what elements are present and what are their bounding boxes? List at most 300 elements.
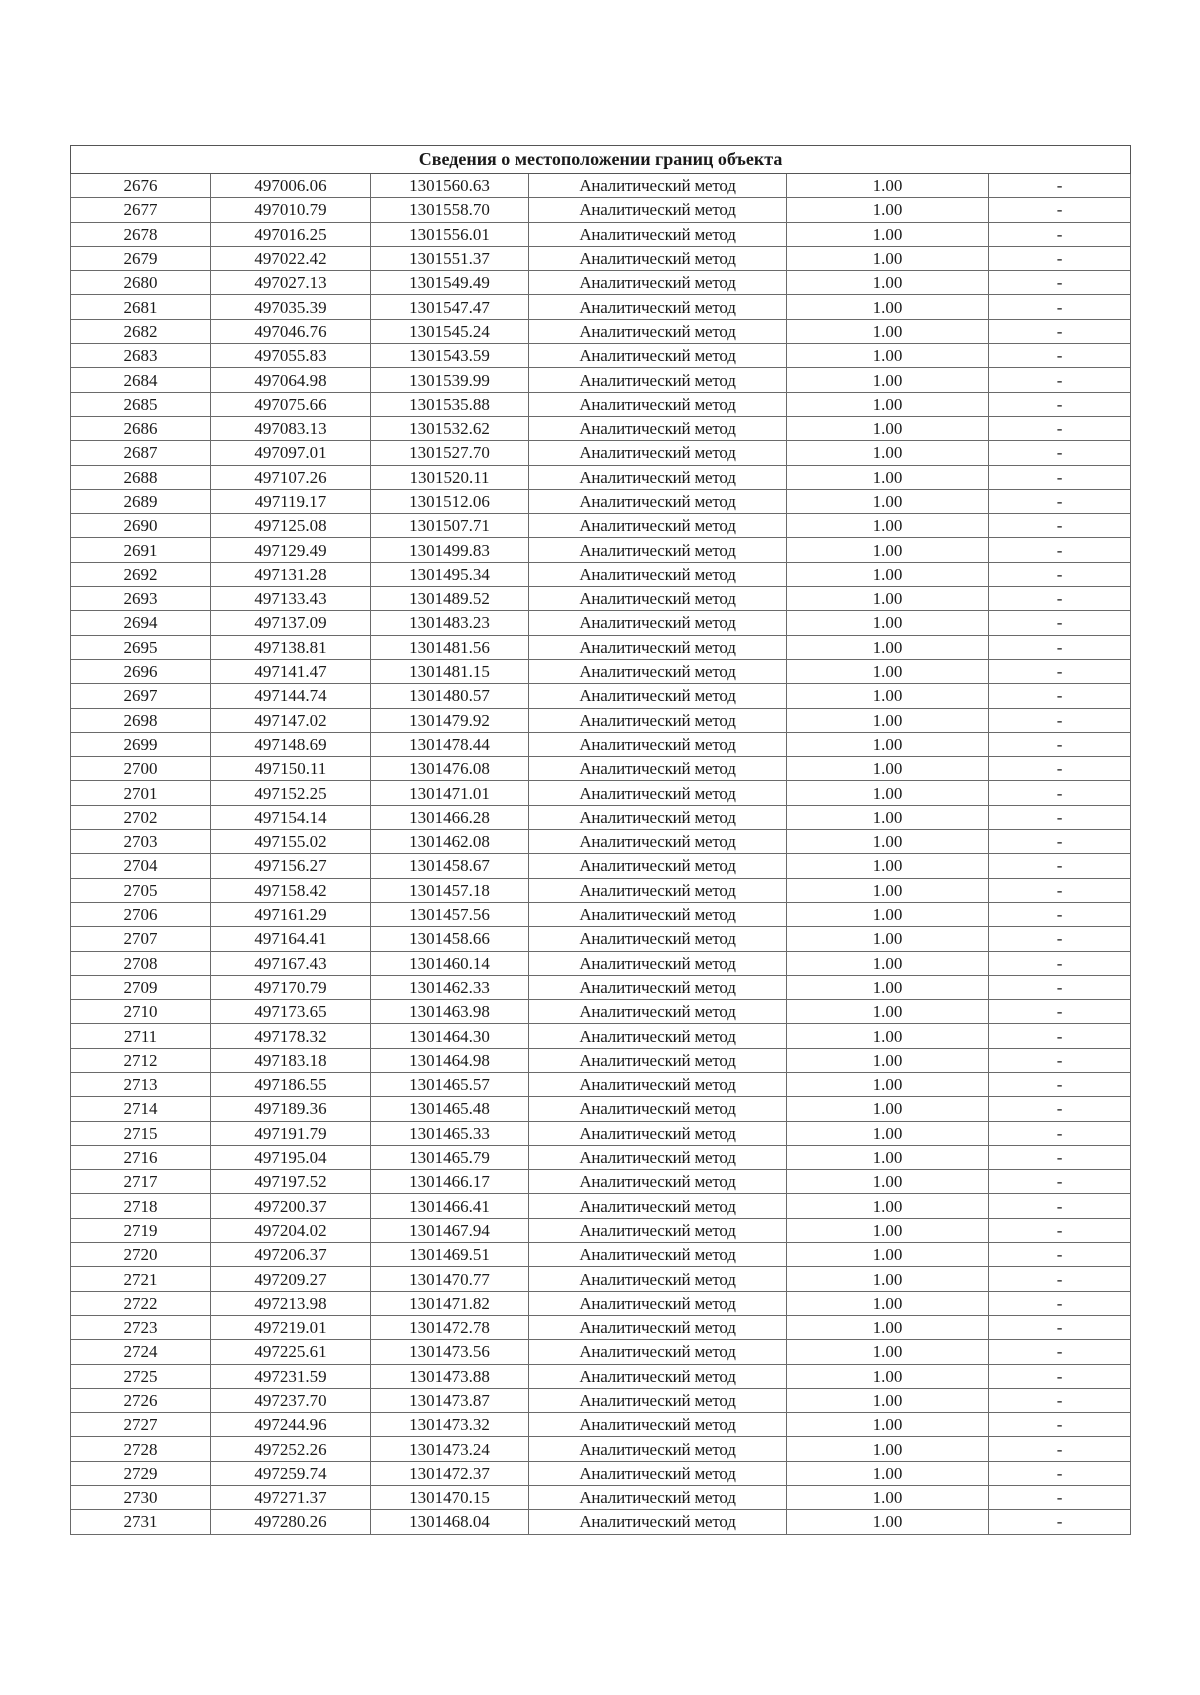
coordinate-y-cell: 1301472.37: [371, 1461, 529, 1485]
coordinate-x-cell: 497064.98: [211, 368, 371, 392]
method-cell: Аналитический метод: [529, 1121, 787, 1145]
point-number-cell: 2689: [71, 489, 211, 513]
description-cell: -: [989, 1413, 1131, 1437]
coordinate-y-cell: 1301473.88: [371, 1364, 529, 1388]
method-cell: Аналитический метод: [529, 1072, 787, 1096]
accuracy-cell: 1.00: [787, 1170, 989, 1194]
point-number-cell: 2701: [71, 781, 211, 805]
coordinate-y-cell: 1301463.98: [371, 1000, 529, 1024]
coordinate-x-cell: 497209.27: [211, 1267, 371, 1291]
accuracy-cell: 1.00: [787, 1388, 989, 1412]
accuracy-cell: 1.00: [787, 514, 989, 538]
point-number-cell: 2688: [71, 465, 211, 489]
boundary-coordinates-table: [70, 145, 1131, 1535]
description-cell: -: [989, 1194, 1131, 1218]
coordinate-y-cell: 1301480.57: [371, 684, 529, 708]
table-row: [71, 368, 1131, 392]
table-row: [71, 635, 1131, 659]
coordinate-y-cell: 1301470.15: [371, 1486, 529, 1510]
method-cell: Аналитический метод: [529, 757, 787, 781]
coordinate-x-cell: 497119.17: [211, 489, 371, 513]
accuracy-cell: 1.00: [787, 368, 989, 392]
table-row: [71, 1243, 1131, 1267]
coordinate-y-cell: 1301507.71: [371, 514, 529, 538]
table-row: [71, 878, 1131, 902]
method-cell: Аналитический метод: [529, 1218, 787, 1242]
method-cell: Аналитический метод: [529, 514, 787, 538]
point-number-cell: 2691: [71, 538, 211, 562]
description-cell: -: [989, 1267, 1131, 1291]
point-number-cell: 2707: [71, 927, 211, 951]
point-number-cell: 2724: [71, 1340, 211, 1364]
coordinate-y-cell: 1301473.32: [371, 1413, 529, 1437]
coordinate-x-cell: 497006.06: [211, 174, 371, 198]
description-cell: -: [989, 246, 1131, 270]
description-cell: -: [989, 562, 1131, 586]
accuracy-cell: 1.00: [787, 246, 989, 270]
point-number-cell: 2682: [71, 319, 211, 343]
table-row: [71, 1267, 1131, 1291]
point-number-cell: 2679: [71, 246, 211, 270]
table-row: [71, 732, 1131, 756]
accuracy-cell: 1.00: [787, 392, 989, 416]
coordinate-x-cell: 497173.65: [211, 1000, 371, 1024]
point-number-cell: 2699: [71, 732, 211, 756]
coordinate-y-cell: 1301547.47: [371, 295, 529, 319]
method-cell: Аналитический метод: [529, 198, 787, 222]
table-row: [71, 1048, 1131, 1072]
coordinate-x-cell: 497129.49: [211, 538, 371, 562]
description-cell: -: [989, 538, 1131, 562]
coordinate-y-cell: 1301560.63: [371, 174, 529, 198]
method-cell: Аналитический метод: [529, 1315, 787, 1339]
coordinate-y-cell: 1301466.41: [371, 1194, 529, 1218]
table-row: [71, 246, 1131, 270]
coordinate-y-cell: 1301458.67: [371, 854, 529, 878]
description-cell: -: [989, 611, 1131, 635]
description-cell: -: [989, 805, 1131, 829]
table-row: [71, 587, 1131, 611]
description-cell: -: [989, 975, 1131, 999]
coordinate-x-cell: 497022.42: [211, 246, 371, 270]
coordinate-x-cell: 497152.25: [211, 781, 371, 805]
coordinate-y-cell: 1301471.01: [371, 781, 529, 805]
point-number-cell: 2711: [71, 1024, 211, 1048]
table-row: [71, 344, 1131, 368]
point-number-cell: 2726: [71, 1388, 211, 1412]
point-number-cell: 2731: [71, 1510, 211, 1534]
description-cell: -: [989, 441, 1131, 465]
method-cell: Аналитический метод: [529, 902, 787, 926]
table-row: [71, 1000, 1131, 1024]
description-cell: -: [989, 732, 1131, 756]
table-row: [71, 1218, 1131, 1242]
coordinate-y-cell: 1301465.48: [371, 1097, 529, 1121]
description-cell: -: [989, 757, 1131, 781]
coordinate-x-cell: 497055.83: [211, 344, 371, 368]
accuracy-cell: 1.00: [787, 878, 989, 902]
description-cell: -: [989, 1461, 1131, 1485]
description-cell: -: [989, 854, 1131, 878]
coordinate-x-cell: 497147.02: [211, 708, 371, 732]
table-row: [71, 1486, 1131, 1510]
coordinate-y-cell: 1301464.98: [371, 1048, 529, 1072]
point-number-cell: 2708: [71, 951, 211, 975]
method-cell: Аналитический метод: [529, 659, 787, 683]
table-row: [71, 927, 1131, 951]
method-cell: Аналитический метод: [529, 465, 787, 489]
accuracy-cell: 1.00: [787, 659, 989, 683]
point-number-cell: 2687: [71, 441, 211, 465]
coordinate-y-cell: 1301543.59: [371, 344, 529, 368]
coordinate-y-cell: 1301458.66: [371, 927, 529, 951]
coordinate-y-cell: 1301464.30: [371, 1024, 529, 1048]
point-number-cell: 2704: [71, 854, 211, 878]
table-row: [71, 659, 1131, 683]
coordinate-x-cell: 497156.27: [211, 854, 371, 878]
accuracy-cell: 1.00: [787, 465, 989, 489]
accuracy-cell: 1.00: [787, 1486, 989, 1510]
table-row: [71, 781, 1131, 805]
coordinate-x-cell: 497271.37: [211, 1486, 371, 1510]
table-row: [71, 416, 1131, 440]
accuracy-cell: 1.00: [787, 1364, 989, 1388]
point-number-cell: 2727: [71, 1413, 211, 1437]
point-number-cell: 2692: [71, 562, 211, 586]
accuracy-cell: 1.00: [787, 805, 989, 829]
table-row: [71, 854, 1131, 878]
table-row: [71, 975, 1131, 999]
table-row: [71, 611, 1131, 635]
point-number-cell: 2723: [71, 1315, 211, 1339]
coordinate-x-cell: 497189.36: [211, 1097, 371, 1121]
coordinate-x-cell: 497219.01: [211, 1315, 371, 1339]
coordinate-y-cell: 1301520.11: [371, 465, 529, 489]
accuracy-cell: 1.00: [787, 1291, 989, 1315]
description-cell: -: [989, 1121, 1131, 1145]
table-row: [71, 465, 1131, 489]
coordinate-y-cell: 1301532.62: [371, 416, 529, 440]
table-row: [71, 1388, 1131, 1412]
description-cell: -: [989, 514, 1131, 538]
accuracy-cell: 1.00: [787, 1437, 989, 1461]
accuracy-cell: 1.00: [787, 975, 989, 999]
description-cell: -: [989, 465, 1131, 489]
method-cell: Аналитический метод: [529, 368, 787, 392]
description-cell: -: [989, 659, 1131, 683]
coordinate-y-cell: 1301478.44: [371, 732, 529, 756]
method-cell: Аналитический метод: [529, 781, 787, 805]
table-row: [71, 1097, 1131, 1121]
description-cell: -: [989, 1097, 1131, 1121]
point-number-cell: 2712: [71, 1048, 211, 1072]
point-number-cell: 2698: [71, 708, 211, 732]
method-cell: Аналитический метод: [529, 1388, 787, 1412]
description-cell: -: [989, 1145, 1131, 1169]
table-row: [71, 708, 1131, 732]
accuracy-cell: 1.00: [787, 562, 989, 586]
description-cell: -: [989, 1072, 1131, 1096]
coordinate-y-cell: 1301556.01: [371, 222, 529, 246]
method-cell: Аналитический метод: [529, 538, 787, 562]
point-number-cell: 2713: [71, 1072, 211, 1096]
description-cell: -: [989, 1291, 1131, 1315]
description-cell: -: [989, 1510, 1131, 1534]
accuracy-cell: 1.00: [787, 611, 989, 635]
method-cell: Аналитический метод: [529, 319, 787, 343]
method-cell: Аналитический метод: [529, 732, 787, 756]
coordinate-x-cell: 497097.01: [211, 441, 371, 465]
method-cell: Аналитический метод: [529, 684, 787, 708]
table-body: [71, 146, 1131, 1535]
method-cell: Аналитический метод: [529, 562, 787, 586]
coordinate-y-cell: 1301462.33: [371, 975, 529, 999]
coordinate-x-cell: 497107.26: [211, 465, 371, 489]
method-cell: Аналитический метод: [529, 951, 787, 975]
point-number-cell: 2700: [71, 757, 211, 781]
description-cell: -: [989, 684, 1131, 708]
accuracy-cell: 1.00: [787, 902, 989, 926]
table-row: [71, 805, 1131, 829]
accuracy-cell: 1.00: [787, 708, 989, 732]
accuracy-cell: 1.00: [787, 927, 989, 951]
method-cell: Аналитический метод: [529, 1243, 787, 1267]
method-cell: Аналитический метод: [529, 1194, 787, 1218]
point-number-cell: 2709: [71, 975, 211, 999]
accuracy-cell: 1.00: [787, 198, 989, 222]
coordinate-x-cell: 497155.02: [211, 830, 371, 854]
description-cell: -: [989, 344, 1131, 368]
description-cell: -: [989, 1048, 1131, 1072]
description-cell: -: [989, 1170, 1131, 1194]
accuracy-cell: 1.00: [787, 1024, 989, 1048]
coordinate-y-cell: 1301545.24: [371, 319, 529, 343]
method-cell: Аналитический метод: [529, 1145, 787, 1169]
table-row: [71, 1170, 1131, 1194]
description-cell: -: [989, 174, 1131, 198]
point-number-cell: 2696: [71, 659, 211, 683]
table-row: [71, 222, 1131, 246]
table-row: [71, 1315, 1131, 1339]
table-row: [71, 319, 1131, 343]
description-cell: -: [989, 1024, 1131, 1048]
point-number-cell: 2676: [71, 174, 211, 198]
accuracy-cell: 1.00: [787, 1097, 989, 1121]
accuracy-cell: 1.00: [787, 951, 989, 975]
point-number-cell: 2728: [71, 1437, 211, 1461]
accuracy-cell: 1.00: [787, 489, 989, 513]
method-cell: Аналитический метод: [529, 805, 787, 829]
description-cell: -: [989, 1388, 1131, 1412]
point-number-cell: 2681: [71, 295, 211, 319]
description-cell: -: [989, 1000, 1131, 1024]
table-row: [71, 1194, 1131, 1218]
description-cell: -: [989, 1218, 1131, 1242]
table-row: [71, 441, 1131, 465]
coordinate-y-cell: 1301465.33: [371, 1121, 529, 1145]
accuracy-cell: 1.00: [787, 1194, 989, 1218]
method-cell: Аналитический метод: [529, 1364, 787, 1388]
coordinate-x-cell: 497186.55: [211, 1072, 371, 1096]
coordinate-x-cell: 497027.13: [211, 271, 371, 295]
table-row: [71, 1340, 1131, 1364]
description-cell: -: [989, 271, 1131, 295]
accuracy-cell: 1.00: [787, 1218, 989, 1242]
point-number-cell: 2720: [71, 1243, 211, 1267]
coordinate-x-cell: 497138.81: [211, 635, 371, 659]
description-cell: -: [989, 198, 1131, 222]
table-row: [71, 1072, 1131, 1096]
accuracy-cell: 1.00: [787, 587, 989, 611]
point-number-cell: 2703: [71, 830, 211, 854]
table-row: [71, 1024, 1131, 1048]
coordinate-y-cell: 1301512.06: [371, 489, 529, 513]
method-cell: Аналитический метод: [529, 708, 787, 732]
accuracy-cell: 1.00: [787, 538, 989, 562]
table-row: [71, 1145, 1131, 1169]
coordinate-x-cell: 497083.13: [211, 416, 371, 440]
accuracy-cell: 1.00: [787, 757, 989, 781]
description-cell: -: [989, 951, 1131, 975]
coordinate-x-cell: 497158.42: [211, 878, 371, 902]
coordinate-x-cell: 497197.52: [211, 1170, 371, 1194]
coordinate-y-cell: 1301470.77: [371, 1267, 529, 1291]
coordinate-x-cell: 497213.98: [211, 1291, 371, 1315]
accuracy-cell: 1.00: [787, 1340, 989, 1364]
coordinate-x-cell: 497046.76: [211, 319, 371, 343]
table-row: [71, 514, 1131, 538]
point-number-cell: 2693: [71, 587, 211, 611]
method-cell: Аналитический метод: [529, 1267, 787, 1291]
coordinate-y-cell: 1301499.83: [371, 538, 529, 562]
accuracy-cell: 1.00: [787, 1000, 989, 1024]
method-cell: Аналитический метод: [529, 587, 787, 611]
description-cell: -: [989, 830, 1131, 854]
method-cell: Аналитический метод: [529, 441, 787, 465]
description-cell: -: [989, 416, 1131, 440]
table-title: Сведения о местоположении границ объекта: [71, 146, 1131, 174]
coordinate-x-cell: 497016.25: [211, 222, 371, 246]
table-row: [71, 538, 1131, 562]
coordinate-y-cell: 1301481.15: [371, 659, 529, 683]
table-row: [71, 1291, 1131, 1315]
coordinate-x-cell: 497167.43: [211, 951, 371, 975]
description-cell: -: [989, 878, 1131, 902]
coordinate-y-cell: 1301473.24: [371, 1437, 529, 1461]
method-cell: Аналитический метод: [529, 611, 787, 635]
accuracy-cell: 1.00: [787, 1267, 989, 1291]
coordinate-x-cell: 497183.18: [211, 1048, 371, 1072]
description-cell: -: [989, 295, 1131, 319]
method-cell: Аналитический метод: [529, 222, 787, 246]
accuracy-cell: 1.00: [787, 441, 989, 465]
coordinate-x-cell: 497131.28: [211, 562, 371, 586]
table-row: [71, 951, 1131, 975]
method-cell: Аналитический метод: [529, 1510, 787, 1534]
point-number-cell: 2690: [71, 514, 211, 538]
point-number-cell: 2710: [71, 1000, 211, 1024]
method-cell: Аналитический метод: [529, 392, 787, 416]
coordinate-x-cell: 497195.04: [211, 1145, 371, 1169]
description-cell: -: [989, 927, 1131, 951]
accuracy-cell: 1.00: [787, 1243, 989, 1267]
coordinate-x-cell: 497154.14: [211, 805, 371, 829]
coordinate-y-cell: 1301551.37: [371, 246, 529, 270]
description-cell: -: [989, 1340, 1131, 1364]
coordinate-x-cell: 497231.59: [211, 1364, 371, 1388]
coordinate-x-cell: 497237.70: [211, 1388, 371, 1412]
accuracy-cell: 1.00: [787, 830, 989, 854]
coordinate-y-cell: 1301535.88: [371, 392, 529, 416]
coordinate-x-cell: 497144.74: [211, 684, 371, 708]
method-cell: Аналитический метод: [529, 927, 787, 951]
method-cell: Аналитический метод: [529, 1486, 787, 1510]
method-cell: Аналитический метод: [529, 1340, 787, 1364]
point-number-cell: 2677: [71, 198, 211, 222]
accuracy-cell: 1.00: [787, 271, 989, 295]
method-cell: Аналитический метод: [529, 416, 787, 440]
coordinate-x-cell: 497259.74: [211, 1461, 371, 1485]
point-number-cell: 2685: [71, 392, 211, 416]
point-number-cell: 2721: [71, 1267, 211, 1291]
description-cell: -: [989, 587, 1131, 611]
coordinate-y-cell: 1301489.52: [371, 587, 529, 611]
point-number-cell: 2684: [71, 368, 211, 392]
coordinate-x-cell: 497010.79: [211, 198, 371, 222]
description-cell: -: [989, 222, 1131, 246]
method-cell: Аналитический метод: [529, 1097, 787, 1121]
point-number-cell: 2716: [71, 1145, 211, 1169]
coordinate-x-cell: 497170.79: [211, 975, 371, 999]
accuracy-cell: 1.00: [787, 1145, 989, 1169]
coordinate-y-cell: 1301473.87: [371, 1388, 529, 1412]
coordinate-y-cell: 1301481.56: [371, 635, 529, 659]
accuracy-cell: 1.00: [787, 416, 989, 440]
point-number-cell: 2702: [71, 805, 211, 829]
coordinate-y-cell: 1301465.57: [371, 1072, 529, 1096]
table-row: [71, 489, 1131, 513]
table-row: [71, 830, 1131, 854]
table-row: [71, 198, 1131, 222]
point-number-cell: 2717: [71, 1170, 211, 1194]
point-number-cell: 2718: [71, 1194, 211, 1218]
table-row: [71, 1461, 1131, 1485]
point-number-cell: 2722: [71, 1291, 211, 1315]
table-row: [71, 295, 1131, 319]
coordinate-x-cell: 497035.39: [211, 295, 371, 319]
table-row: [71, 902, 1131, 926]
method-cell: Аналитический метод: [529, 1461, 787, 1485]
coordinate-y-cell: 1301457.56: [371, 902, 529, 926]
description-cell: -: [989, 902, 1131, 926]
point-number-cell: 2725: [71, 1364, 211, 1388]
coordinate-x-cell: 497148.69: [211, 732, 371, 756]
point-number-cell: 2695: [71, 635, 211, 659]
coordinate-y-cell: 1301471.82: [371, 1291, 529, 1315]
description-cell: -: [989, 319, 1131, 343]
point-number-cell: 2705: [71, 878, 211, 902]
table-row: [71, 684, 1131, 708]
method-cell: Аналитический метод: [529, 271, 787, 295]
table-title-row: [71, 146, 1131, 174]
coordinate-x-cell: 497225.61: [211, 1340, 371, 1364]
coordinate-y-cell: 1301460.14: [371, 951, 529, 975]
coordinate-x-cell: 497150.11: [211, 757, 371, 781]
accuracy-cell: 1.00: [787, 1413, 989, 1437]
accuracy-cell: 1.00: [787, 319, 989, 343]
coordinate-y-cell: 1301468.04: [371, 1510, 529, 1534]
description-cell: -: [989, 1364, 1131, 1388]
